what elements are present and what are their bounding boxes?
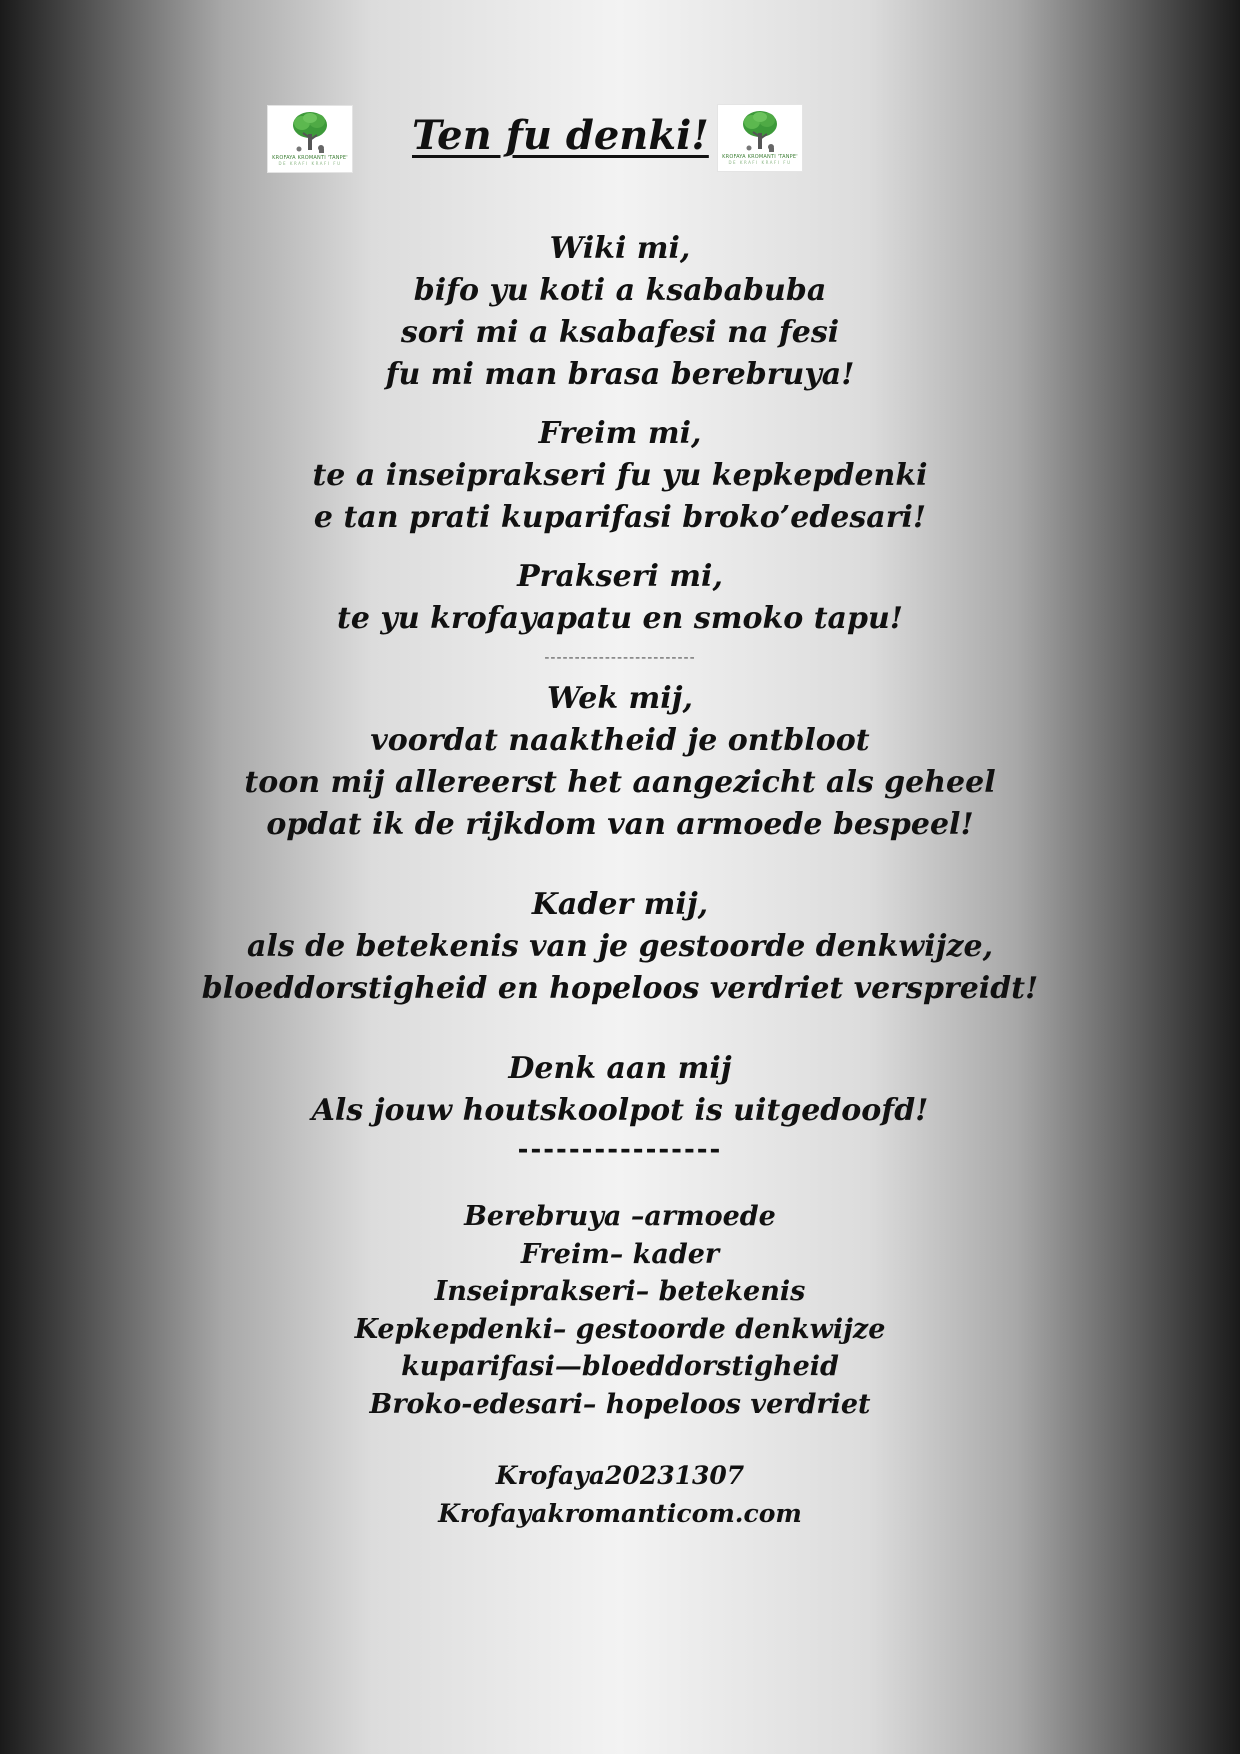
poem-line: Kader mij, [531,887,709,922]
glossary-item: kuparifasi—bloeddorstigheid [401,1351,839,1382]
glossary-item: Freim– kader [520,1238,720,1270]
poem-line: fu mi man brasa berebruya! [385,357,855,392]
poem-line: als de betekenis van je gestoorde denkwijze, [246,929,994,964]
date-code: Krofaya20231307 [495,1461,745,1490]
stanza-sranan-2 [0,413,1240,539]
poem-line: bifo yu koti a ksababuba [413,273,827,308]
website-link[interactable]: Krofayakromanticom.com [438,1499,802,1528]
poem-line: Prakseri mi, [517,559,723,594]
glossary-item: Broko-edesari– hopeloos verdriet [369,1388,871,1420]
glossary-item: Kepkepdenki– gestoorde denkwijze [354,1313,886,1345]
poem-line: bloeddorstigheid en hopeloos verdriet verspreidt! [201,971,1039,1006]
poem-content [0,228,1240,1533]
poem-line: Freim mi, [538,416,702,451]
poem-line: te a inseiprakseri fu yu kepkepdenki [312,458,928,493]
stanza-sranan-1 [0,228,1240,396]
logo-right [717,104,803,172]
stanza-dutch-2 [0,884,1240,1010]
glossary-item: Berebruya –armoede [464,1201,776,1232]
logo-left [267,105,353,173]
tree-logo-icon [738,109,782,153]
logo-right-tagline: DE KRAFI KRAFI FU [728,160,792,165]
poem-line: voordat naaktheid je ontbloot [370,723,870,758]
poem-line: Wek mij, [546,681,693,716]
poem-line: Denk aan mij [508,1051,732,1086]
separator-bold: ---------------- [517,1135,723,1165]
logo-left-name: KROFAYA KROMANTI 'TANPE' [272,155,348,161]
page-title: Ten fu denki! [412,112,709,159]
footer [0,1457,1240,1533]
poem-line: opdat ik de rijkdom van armoede bespeel! [266,807,974,842]
tree-logo-icon [288,110,332,154]
stanza-dutch-1 [0,678,1240,846]
stanza-sranan-3 [0,556,1240,640]
poem-line: sori mi a ksabafesi na fesi [400,315,840,350]
poem-line: e tan prati kuparifasi broko’edesari! [313,500,927,535]
separator-thin: ------------------------- [544,650,696,666]
logo-right-name: KROFAYA KROMANTI 'TANPE' [722,154,798,160]
glossary-item: Inseiprakseri– betekenis [434,1276,806,1307]
glossary [0,1198,1240,1423]
poem-line: Als jouw houtskoolpot is uitgedoofd! [311,1093,929,1128]
poem-line: te yu krofayapatu en smoko tapu! [337,601,903,636]
stanza-dutch-3 [0,1048,1240,1132]
logo-left-tagline: DE KRAFI KRAFI FU [278,161,342,166]
poem-line: toon mij allereerst het aangezicht als geheel [244,765,996,800]
poem-line: Wiki mi, [549,231,691,266]
